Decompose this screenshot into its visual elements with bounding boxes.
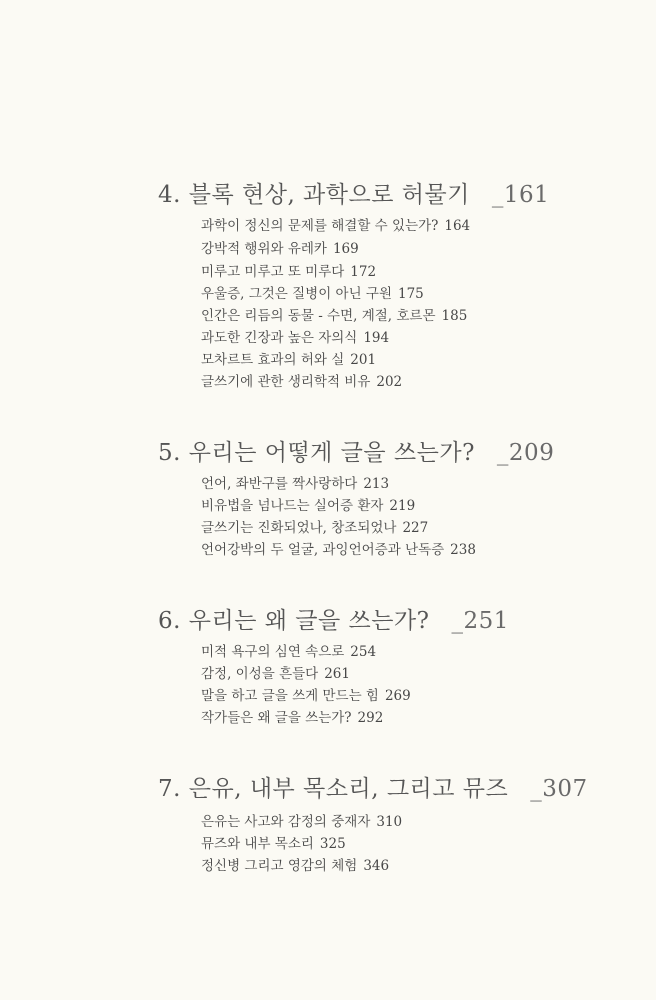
toc-entry-page: 261 (324, 666, 350, 682)
toc-entry (201, 304, 467, 324)
toc-entry (201, 472, 389, 492)
toc-entry-title: 감정, 이성을 흔들다 (201, 666, 319, 682)
toc-entry (201, 214, 470, 234)
toc-entry-title: 정신병 그리고 영감의 체험 (201, 858, 358, 874)
chapter-4-title: 4. 블록 현상, 과학으로 허물기 (158, 182, 470, 208)
toc-entry (201, 640, 376, 660)
toc-entry (201, 370, 402, 390)
chapter-4-heading (158, 176, 549, 209)
toc-entry-page: 185 (441, 308, 468, 324)
toc-entry-page: 238 (450, 542, 476, 558)
toc-entry-title: 글쓰기에 관한 생리학적 비유 (201, 374, 371, 390)
toc-entry-title: 작가들은 왜 글을 쓰는가? (201, 710, 352, 726)
toc-entry-page: 346 (363, 858, 390, 874)
toc-entry (201, 516, 428, 536)
chapter-5-title: 5. 우리는 어떻게 글을 쓰는가? (158, 440, 475, 466)
toc-entry-page: 175 (398, 286, 424, 302)
toc-entry (201, 684, 411, 704)
toc-entry (201, 260, 376, 280)
chapter-5-page: _209 (496, 440, 555, 466)
toc-entry-page: 269 (384, 688, 411, 704)
toc-entry (201, 854, 389, 874)
toc-entry-title: 미적 욕구의 심연 속으로 (201, 644, 345, 660)
toc-entry-page: 227 (402, 520, 429, 536)
toc-entry-title: 인간은 리듬의 동물 - 수면, 계절, 호르몬 (201, 308, 436, 324)
toc-entry-page: 164 (444, 218, 471, 234)
toc-entry-page: 201 (350, 352, 377, 368)
toc-entry-page: 310 (376, 814, 403, 830)
toc-entry-page: 219 (389, 498, 416, 514)
toc-entry (201, 326, 389, 346)
toc-entry-title: 미루고 미루고 또 미루다 (201, 264, 345, 280)
toc-entry-title: 말을 하고 글을 쓰게 만드는 힘 (201, 688, 379, 704)
toc-entry (201, 538, 476, 558)
toc-entry (201, 706, 383, 726)
chapter-4-page: _161 (491, 182, 550, 208)
toc-entry (201, 810, 402, 830)
toc-entry-page: 254 (350, 644, 377, 660)
chapter-6-page: _251 (451, 608, 509, 634)
toc-entry-title: 비유법을 넘나드는 실어증 환자 (201, 498, 384, 514)
toc-entry-page: 172 (350, 264, 377, 280)
toc-entry-page: 169 (332, 241, 359, 257)
toc-entry (201, 662, 350, 682)
chapter-7-page: _307 (530, 776, 588, 802)
toc-entry-title: 글쓰기는 진화되었나, 창조되었나 (201, 520, 397, 536)
toc-entry (201, 237, 359, 257)
chapter-6-title: 6. 우리는 왜 글을 쓰는가? (158, 608, 430, 634)
toc-entry-title: 언어강박의 두 얼굴, 과잉언어증과 난독증 (201, 542, 445, 558)
toc-entry-page: 213 (363, 476, 390, 492)
toc-entry-page: 202 (376, 374, 403, 390)
toc-entry (201, 282, 424, 302)
toc-entry-title: 언어, 좌반구를 짝사랑하다 (201, 476, 358, 492)
toc-entry-page: 325 (319, 836, 346, 852)
toc-entry-title: 강박적 행위와 유레카 (201, 241, 327, 257)
toc-entry-title: 과도한 긴장과 높은 자의식 (201, 330, 358, 346)
chapter-5-heading (158, 434, 554, 467)
chapter-7-heading (158, 770, 588, 803)
toc-entry-page: 292 (357, 710, 384, 726)
toc-entry-title: 뮤즈와 내부 목소리 (201, 836, 314, 852)
toc-entry-page: 194 (363, 330, 390, 346)
chapter-6-heading (158, 602, 509, 635)
toc-entry-title: 우울증, 그것은 질병이 아닌 구원 (201, 286, 392, 302)
toc-entry-title: 모차르트 효과의 허와 실 (201, 352, 345, 368)
toc-entry-title: 은유는 사고와 감정의 중재자 (201, 814, 371, 830)
chapter-7-title: 7. 은유, 내부 목소리, 그리고 뮤즈 (158, 776, 509, 802)
toc-entry (201, 832, 346, 852)
toc-entry (201, 348, 376, 368)
toc-entry (201, 494, 415, 514)
toc-entry-title: 과학이 정신의 문제를 해결할 수 있는가? (201, 218, 439, 234)
